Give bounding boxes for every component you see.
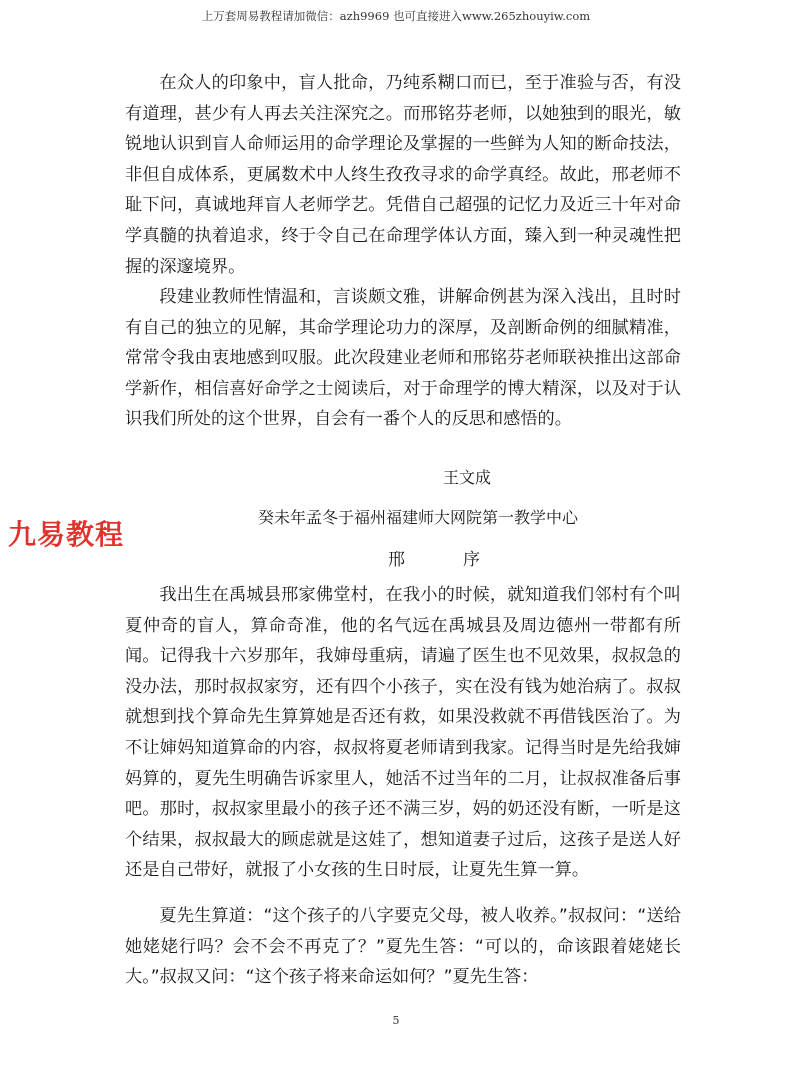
body-paragraph: 在众人的印象中，盲人批命，乃纯系糊口而已，至于准验与否，有没有道理，甚少有人再去关注深究之。而邢铭芬老师，以她独到的眼光，敏锐地认识到盲人命师运用的命学理论及掌握的一些鲜为人知的断命技法，非但自成体系，更属数术中人终生孜孜寻求的命学真经。故此，邢老师不耻下问，真诚地拜盲人老师学艺。凭借自己超强的记忆力及近三十年对命学真髓的执着追求，终于令自己在命理学体认方面，臻入到一种灵魂性把握的深邃境界。 — [125, 73, 681, 277]
body-paragraph: 段建业教师性情温和，言谈颇文雅，讲解命例甚为深入浅出，且时时有自己的独立的见解，其命学理论功力的深厚，及剖断命例的细腻精准，常常令我由衷地感到叹服。此次段建业老师和邢铭芬老师联袂推出这部命学新作，相信喜好命学之士阅读后，对于命理学的博大精深，以及对于认识我们所处的这个世界，自会有一番个人的反思和感悟的。 — [125, 287, 681, 430]
place-date-line: 癸未年孟冬于福州福建师大网院第一教学中心 — [258, 508, 579, 527]
body-paragraph: 我出生在禹城县邢家佛堂村，在我小的时候，就知道我们邻村有个叫夏仲奇的盲人，算命奇准，他的名气远在禹城县及周边德州一带都有所闻。记得我十六岁那年，我婶母重病，请遍了医生也不见效果，叔叔急的没办法，那时叔叔家穷，还有四个小孩子，实在没有钱为她治病了。叔叔就想到找个算命先生算算她是否还有救，如果没救就不再借钱医治了。为不让婶妈知道算命的内容，叔叔将夏老师请到我家。记得当时是先给我婶妈算的，夏先生明确告诉家里人，她活不过当年的二月，让叔叔准备后事吧。那时，叔叔家里最小的孩子还不满三岁，妈的奶还没有断，一听是这个结果，叔叔最大的顾虑就是这娃了，想知道妻子过后，这孩子是送人好还是自己带好，就报了小女孩的生日时辰，让夏先生算一算。 — [125, 585, 681, 881]
body-paragraph: 夏先生算道：“这个孩子的八字要克父母，被人收养。”叔叔问：“送给她姥姥行吗？会不会不再克了？”夏先生答：“可以的，命该跟着姥姥长大。”叔叔又问：“这个孩子将来命运如何？”夏先生答： — [125, 906, 681, 988]
page-header: 上万套周易教程请加微信：azh9969 也可直接进入www.265zhouyiw.com — [201, 9, 591, 23]
author-signature: 王文成 — [443, 468, 492, 487]
watermark-logo: 九易教程 — [8, 518, 125, 551]
page-number: 5 — [392, 1014, 400, 1027]
section-title: 邢序 — [388, 550, 538, 570]
